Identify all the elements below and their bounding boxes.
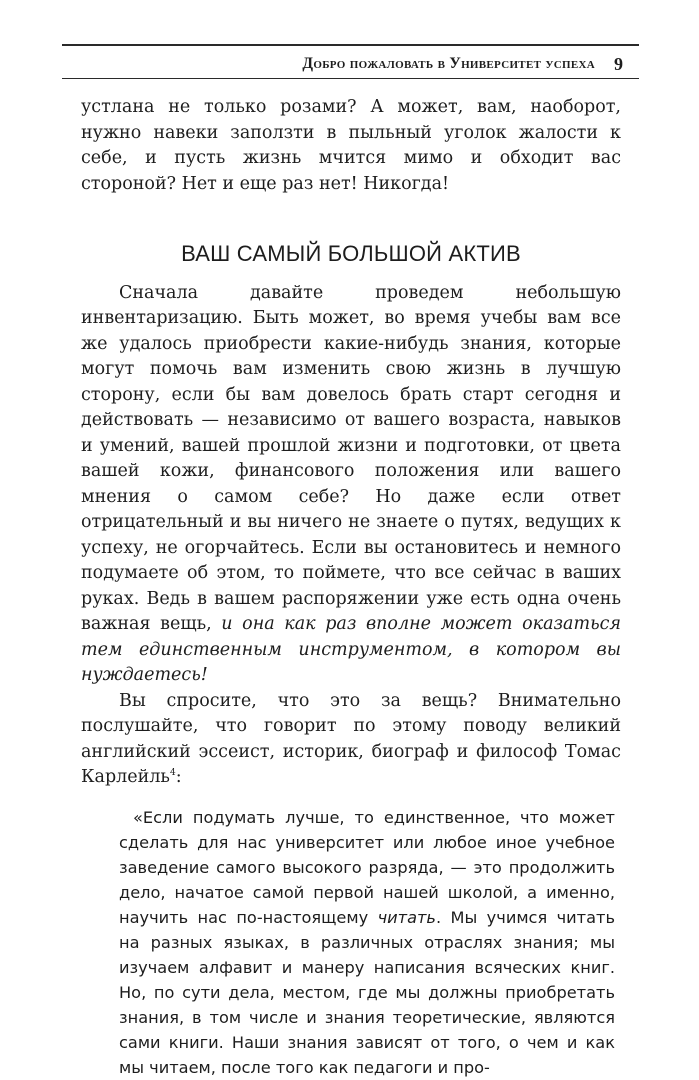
footnote-marker: 4 bbox=[169, 768, 176, 779]
carlyle-quote bbox=[119, 805, 615, 1080]
opening-paragraph: устлана не только розами? А может, вам, наоборот, нужно навеки заползти в пыльный уголок жалости к себе, и пусть жизнь мчится мимо и обходит вас стороной? Нет и еще раз нет! Никогда! bbox=[81, 97, 621, 194]
quote-text-end: . Мы учимся читать на разных языках, в различных отраслях знания; мы изучаем алфавит и манеру написания всяческих книг. Но, по сути дела, местом, где мы должны приобретать знания, в том числе и знания теоретические, являются сами книги. Наши знания зависят от того, о чем и как мы читаем, после того как педагоги и про- bbox=[119, 907, 615, 1077]
page-number: 9 bbox=[614, 53, 623, 74]
running-header bbox=[62, 50, 639, 79]
paragraph-inventory-text: Сначала давайте проведем небольшую инвентаризацию. Быть может, во время учебы вам все же удалось приобрести какие-нибудь знания, которые могут помочь вам изменить свою жизнь в лучшую сторону, если бы вам довелось брать старт сегодня и действовать — независимо от вашего возраста, навыков и умений, вашей прошлой жизни и подготовки, от цвета вашей кожи, финансового положения или вашего мнения о самом себе? Но даже если ответ отрицательный и вы ничего не знаете о путях, ведущих к успеху, не огорчайтесь. Если вы остановитесь и немного подумаете об этом, то поймете, что все сейчас в ваших руках. Ведь в вашем распоряжении уже есть одна очень важная вещь, bbox=[81, 282, 621, 634]
paragraph-carlyle-intro bbox=[81, 689, 621, 791]
paragraph-inventory bbox=[81, 281, 621, 689]
paragraph-carlyle-text: Вы спросите, что это за вещь? Внимательно послушайте, что говорит по этому поводу великий английский эссеист, историк, биограф и философ Томас Карлейль bbox=[81, 690, 621, 787]
section-heading: ВАШ САМЫЙ БОЛЬШОЙ АКТИВ bbox=[181, 241, 521, 266]
quote-italic-word: читать bbox=[377, 907, 436, 927]
paragraph-carlyle-colon: : bbox=[175, 767, 182, 787]
quote-paragraph bbox=[119, 805, 615, 1080]
page-body bbox=[81, 95, 621, 1080]
paragraph-inventory-emphasis: и она как раз вполне может оказаться тем единственным инструментом, в котором вы нуждаетесь! bbox=[81, 614, 621, 685]
running-title: Добро пожаловать в Университет успеха bbox=[302, 55, 595, 72]
quote-text-start: «Если подумать лучше, то единственное, что может сделать для нас университет или любое иное учебное заведение самого высокого разряда, — это продолжить дело, начатое самой первой нашей школой, а именно, научить нас по-настоящему bbox=[119, 807, 615, 927]
header-top-rule bbox=[62, 44, 639, 46]
